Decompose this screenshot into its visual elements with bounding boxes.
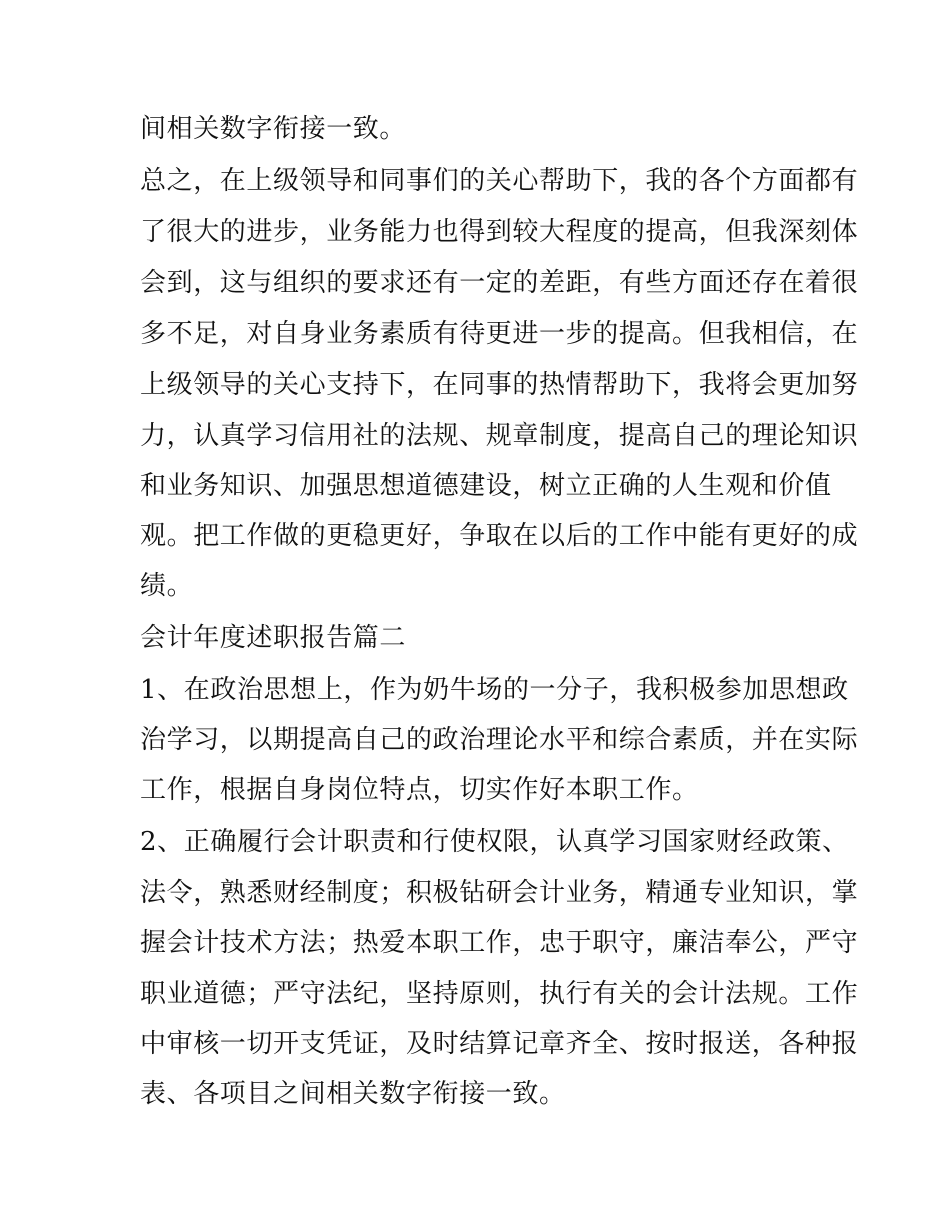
text-line-10: 绩。: [140, 571, 194, 601]
text-line-19: 中审核一切开支凭证，及时结算记章齐全、按时报送，各种报: [140, 1029, 859, 1059]
text-line-1: 间相关数字衔接一致。: [140, 114, 407, 144]
text-line-17: 握会计技术方法；热爱本职工作，忠于职守，廉洁奉公，严守: [140, 928, 859, 958]
text-line-9: 观。把工作做的更稳更好，争取在以后的工作中能有更好的成: [140, 521, 859, 551]
text-line-7: 力，认真学习信用社的法规、规章制度，提高自己的理论知识: [140, 421, 859, 451]
text-line-5: 多不足，对自身业务素质有待更进一步的提高。但我相信，在: [140, 319, 859, 349]
text-line-18: 职业道德；严守法纪，坚持原则，执行有关的会计法规。工作: [140, 979, 859, 1009]
text-line-14: 工作，根据自身岗位特点，切实作好本职工作。: [140, 775, 699, 805]
text-line-13: 治学习，以期提高自己的政治理论水平和综合素质，并在实际: [140, 725, 859, 755]
text-line-16: 法令，熟悉财经制度；积极钻研会计业务，精通专业知识，掌: [140, 878, 859, 908]
section-heading: 会计年度述职报告篇二: [140, 623, 407, 653]
text-line-2: 总之，在上级领导和同事们的关心帮助下，我的各个方面都有: [140, 166, 859, 196]
text-line-3: 了很大的进步，业务能力也得到较大程度的提高，但我深刻体: [140, 217, 859, 247]
text-line-8: 和业务知识、加强思想道德建设，树立正确的人生观和价值: [140, 471, 832, 501]
text-line-15: 2、正确履行会计职责和行使权限，认真学习国家财经政策、: [140, 827, 849, 857]
text-line-4: 会到，这与组织的要求还有一定的差距，有些方面还存在着很: [140, 268, 859, 298]
text-line-6: 上级领导的关心支持下，在同事的热情帮助下，我将会更加努: [140, 370, 859, 400]
text-line-20: 表、各项目之间相关数字衔接一致。: [140, 1079, 566, 1109]
text-line-12: 1、在政治思想上，作为奶牛场的一分子，我积极参加思想政: [140, 675, 849, 705]
